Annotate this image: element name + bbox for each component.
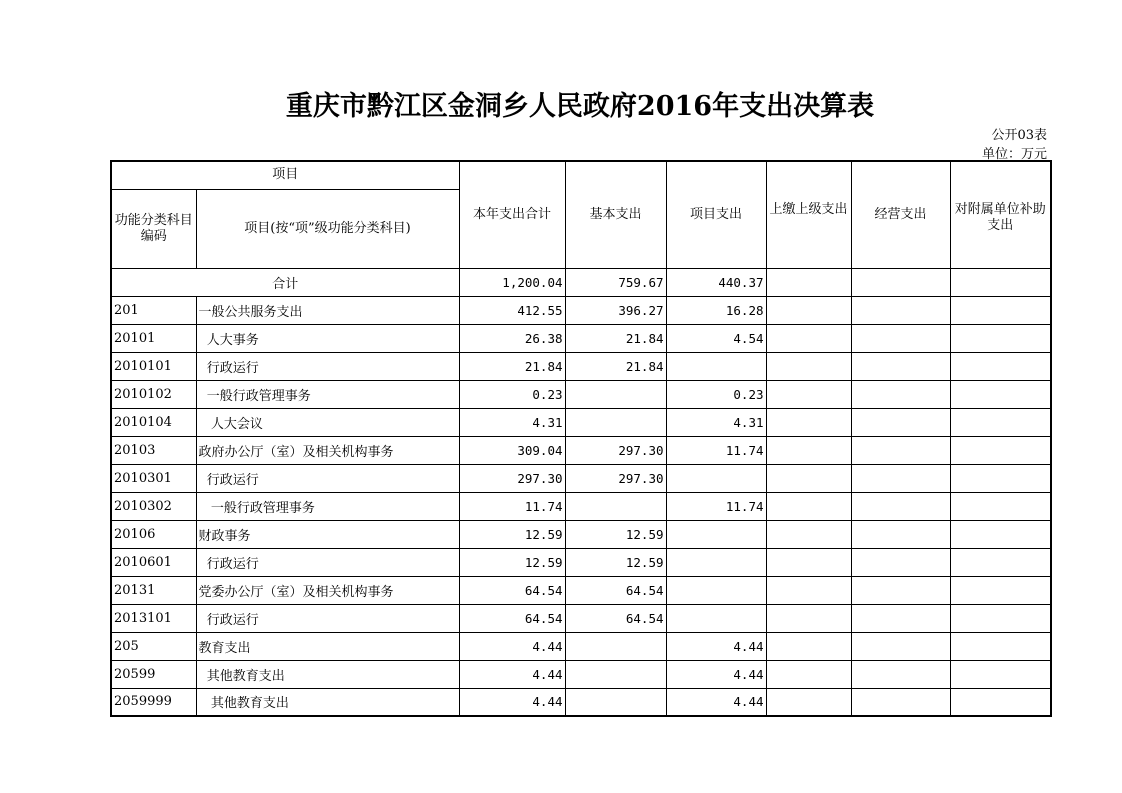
row-upper: [766, 604, 851, 632]
row-name: 其他教育支出: [196, 660, 459, 688]
table-row: [111, 576, 1051, 604]
row-total: 21.84: [459, 352, 565, 380]
row-code: 20599: [111, 660, 196, 688]
row-total: 64.54: [459, 604, 565, 632]
row-code: 205: [111, 632, 196, 660]
form-code: 公开03表: [991, 128, 1047, 143]
row-name: 党委办公厅（室）及相关机构事务: [196, 576, 459, 604]
row-upper: [766, 324, 851, 352]
table-row: [111, 352, 1051, 380]
table-row: [111, 324, 1051, 352]
row-subsidy: [950, 576, 1051, 604]
row-upper: [766, 548, 851, 576]
header-total: 本年支出合计: [459, 161, 565, 268]
row-basic: 297.30: [565, 436, 666, 464]
row-name: 政府办公厅（室）及相关机构事务: [196, 436, 459, 464]
total-basic: 759.67: [565, 268, 666, 296]
row-subsidy: [950, 380, 1051, 408]
row-subsidy: [950, 436, 1051, 464]
row-business: [851, 492, 950, 520]
row-subsidy: [950, 688, 1051, 716]
row-name: 行政运行: [196, 548, 459, 576]
table-row: [111, 436, 1051, 464]
row-name: 财政事务: [196, 520, 459, 548]
row-project: 4.44: [666, 688, 766, 716]
row-total: 4.44: [459, 632, 565, 660]
total-row: [111, 268, 1051, 296]
row-subsidy: [950, 660, 1051, 688]
total-project: 440.37: [666, 268, 766, 296]
row-basic: 21.84: [565, 324, 666, 352]
row-project: 16.28: [666, 296, 766, 324]
row-basic: [565, 632, 666, 660]
row-code: 20103: [111, 436, 196, 464]
row-total: 64.54: [459, 576, 565, 604]
row-name: 一般公共服务支出: [196, 296, 459, 324]
header-project: 项目支出: [666, 161, 766, 268]
row-name: 一般行政管理事务: [196, 380, 459, 408]
row-upper: [766, 408, 851, 436]
header-project-group: 项目: [111, 161, 459, 189]
row-subsidy: [950, 324, 1051, 352]
row-total: 4.44: [459, 688, 565, 716]
row-code: 20106: [111, 520, 196, 548]
row-project: 4.54: [666, 324, 766, 352]
row-basic: 12.59: [565, 548, 666, 576]
row-total: 11.74: [459, 492, 565, 520]
row-subsidy: [950, 352, 1051, 380]
header-code: 功能分类科目编码: [111, 189, 196, 268]
table-row: [111, 520, 1051, 548]
table-row: [111, 604, 1051, 632]
table-row: [111, 492, 1051, 520]
row-code: 2010302: [111, 492, 196, 520]
row-project: [666, 548, 766, 576]
row-upper: [766, 464, 851, 492]
row-upper: [766, 576, 851, 604]
row-name: 行政运行: [196, 352, 459, 380]
row-name: 一般行政管理事务: [196, 492, 459, 520]
row-upper: [766, 352, 851, 380]
row-subsidy: [950, 520, 1051, 548]
row-subsidy: [950, 408, 1051, 436]
row-upper: [766, 688, 851, 716]
row-business: [851, 464, 950, 492]
row-total: 12.59: [459, 520, 565, 548]
row-business: [851, 352, 950, 380]
row-total: 4.44: [459, 660, 565, 688]
total-business: [851, 268, 950, 296]
row-code: 2013101: [111, 604, 196, 632]
row-code: 2059999: [111, 688, 196, 716]
page-title: 重庆市黔江区金洞乡人民政府2016年支出决算表: [285, 91, 875, 122]
row-business: [851, 324, 950, 352]
table-row: [111, 632, 1051, 660]
row-business: [851, 576, 950, 604]
row-basic: 64.54: [565, 604, 666, 632]
row-basic: [565, 492, 666, 520]
row-project: [666, 464, 766, 492]
row-subsidy: [950, 296, 1051, 324]
row-name: 行政运行: [196, 604, 459, 632]
total-total: 1,200.04: [459, 268, 565, 296]
row-project: 4.44: [666, 632, 766, 660]
total-subsidy: [950, 268, 1051, 296]
table-row: [111, 660, 1051, 688]
row-basic: [565, 408, 666, 436]
row-project: [666, 604, 766, 632]
row-name: 人大会议: [196, 408, 459, 436]
row-business: [851, 380, 950, 408]
row-project: [666, 520, 766, 548]
row-project: 4.44: [666, 660, 766, 688]
header-name: 项目(按“项”级功能分类科目): [196, 189, 459, 268]
row-project: 0.23: [666, 380, 766, 408]
row-total: 297.30: [459, 464, 565, 492]
header-business: 经营支出: [851, 161, 950, 268]
row-upper: [766, 492, 851, 520]
row-code: 2010601: [111, 548, 196, 576]
row-basic: 297.30: [565, 464, 666, 492]
row-basic: 64.54: [565, 576, 666, 604]
row-business: [851, 688, 950, 716]
row-subsidy: [950, 492, 1051, 520]
header-upper: 上缴上级支出: [766, 161, 851, 268]
row-subsidy: [950, 464, 1051, 492]
row-code: 2010104: [111, 408, 196, 436]
table-row: [111, 548, 1051, 576]
table-row: [111, 688, 1051, 716]
row-business: [851, 548, 950, 576]
row-basic: [565, 660, 666, 688]
row-business: [851, 660, 950, 688]
row-project: [666, 352, 766, 380]
row-upper: [766, 296, 851, 324]
row-upper: [766, 632, 851, 660]
row-project: 4.31: [666, 408, 766, 436]
row-name: 人大事务: [196, 324, 459, 352]
row-upper: [766, 380, 851, 408]
row-business: [851, 296, 950, 324]
row-project: [666, 576, 766, 604]
table-row: [111, 380, 1051, 408]
row-code: 2010301: [111, 464, 196, 492]
row-name: 行政运行: [196, 464, 459, 492]
row-subsidy: [950, 548, 1051, 576]
row-code: 201: [111, 296, 196, 324]
row-subsidy: [950, 604, 1051, 632]
row-basic: 21.84: [565, 352, 666, 380]
row-total: 0.23: [459, 380, 565, 408]
row-upper: [766, 436, 851, 464]
row-upper: [766, 520, 851, 548]
total-upper: [766, 268, 851, 296]
row-business: [851, 436, 950, 464]
table-row: [111, 464, 1051, 492]
row-total: 12.59: [459, 548, 565, 576]
row-name: 其他教育支出: [196, 688, 459, 716]
row-total: 309.04: [459, 436, 565, 464]
row-total: 4.31: [459, 408, 565, 436]
total-label: 合计: [111, 268, 459, 296]
row-total: 26.38: [459, 324, 565, 352]
row-code: 2010102: [111, 380, 196, 408]
row-total: 412.55: [459, 296, 565, 324]
row-project: 11.74: [666, 492, 766, 520]
row-basic: [565, 688, 666, 716]
row-basic: [565, 380, 666, 408]
header-subsidy: 对附属单位补助支出: [950, 161, 1051, 268]
row-basic: 396.27: [565, 296, 666, 324]
expenditure-table: [110, 160, 1052, 717]
row-business: [851, 604, 950, 632]
unit-label: 单位：万元: [981, 147, 1047, 162]
row-code: 2010101: [111, 352, 196, 380]
row-business: [851, 520, 950, 548]
row-business: [851, 408, 950, 436]
table-row: [111, 296, 1051, 324]
row-basic: 12.59: [565, 520, 666, 548]
table-row: [111, 408, 1051, 436]
row-name: 教育支出: [196, 632, 459, 660]
row-upper: [766, 660, 851, 688]
header-basic: 基本支出: [565, 161, 666, 268]
row-code: 20131: [111, 576, 196, 604]
row-business: [851, 632, 950, 660]
row-code: 20101: [111, 324, 196, 352]
row-subsidy: [950, 632, 1051, 660]
row-project: 11.74: [666, 436, 766, 464]
